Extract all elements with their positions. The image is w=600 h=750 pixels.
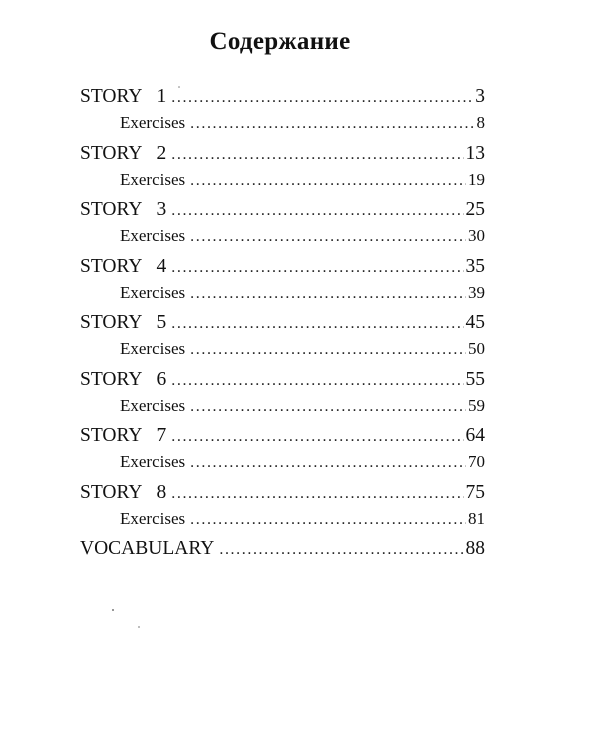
exercises-label: Exercises xyxy=(120,113,186,132)
page-number: 88 xyxy=(465,538,485,559)
story-number: 4 xyxy=(156,255,167,277)
toc-exercises-5[interactable] xyxy=(80,336,485,367)
page-number: 64 xyxy=(465,425,485,446)
story-number: 1 xyxy=(156,86,167,107)
dot-leader xyxy=(171,85,473,110)
page-number: 70 xyxy=(468,452,485,471)
dot-leader xyxy=(190,224,466,250)
toc-story-5[interactable] xyxy=(80,310,485,336)
toc-exercises-1[interactable] xyxy=(80,110,485,141)
story-number: 5 xyxy=(156,312,167,333)
table-of-contents xyxy=(80,84,485,562)
toc-exercises-7[interactable] xyxy=(80,449,485,480)
dot-leader xyxy=(171,311,463,336)
story-label: STORY xyxy=(80,368,143,390)
dot-leader xyxy=(171,142,463,167)
story-number: 2 xyxy=(156,142,167,164)
story-number: 6 xyxy=(156,368,167,390)
story-number: 3 xyxy=(156,199,167,220)
dot-leader xyxy=(171,424,463,449)
page-number: 30 xyxy=(468,226,485,245)
toc-story-3[interactable] xyxy=(80,197,485,223)
dot-leader xyxy=(190,111,474,137)
dot-leader xyxy=(190,450,466,476)
story-label: STORY xyxy=(80,86,143,107)
vocabulary-label: VOCABULARY xyxy=(80,538,215,559)
page-number: 25 xyxy=(465,199,485,220)
page-number: 55 xyxy=(465,368,485,390)
toc-story-7[interactable] xyxy=(80,423,485,449)
toc-story-6[interactable] xyxy=(80,367,485,393)
dot-leader xyxy=(219,537,463,562)
page-number: 75 xyxy=(465,481,485,503)
story-label: STORY xyxy=(80,425,143,446)
page-title: Содержание xyxy=(209,28,351,55)
story-label: STORY xyxy=(80,481,143,503)
page-number: 35 xyxy=(465,255,485,277)
dot-leader xyxy=(190,281,466,307)
print-speck xyxy=(138,626,140,628)
toc-exercises-3[interactable] xyxy=(80,223,485,254)
page-number: 8 xyxy=(476,113,485,132)
print-speck xyxy=(112,609,114,611)
exercises-label: Exercises xyxy=(120,508,186,528)
dot-leader xyxy=(171,481,463,506)
story-number: 8 xyxy=(156,481,167,503)
toc-exercises-6[interactable] xyxy=(80,393,485,424)
toc-story-4[interactable] xyxy=(80,254,485,280)
story-label: STORY xyxy=(80,255,143,277)
dot-leader xyxy=(190,168,466,194)
dot-leader xyxy=(190,394,466,420)
page-number: 59 xyxy=(468,395,485,415)
page-number: 19 xyxy=(468,169,485,189)
exercises-label: Exercises xyxy=(120,282,186,302)
dot-leader xyxy=(171,368,463,393)
toc-story-1[interactable] xyxy=(80,84,485,110)
toc-exercises-2[interactable] xyxy=(80,167,485,198)
story-label: STORY xyxy=(80,199,143,220)
dot-leader xyxy=(190,507,466,533)
toc-story-2[interactable] xyxy=(80,141,485,167)
exercises-label: Exercises xyxy=(120,339,186,358)
story-label: STORY xyxy=(80,312,143,333)
dot-leader xyxy=(190,337,466,363)
story-number: 7 xyxy=(156,425,167,446)
exercises-label: Exercises xyxy=(120,169,186,189)
page-number: 45 xyxy=(465,312,485,333)
toc-exercises-8[interactable] xyxy=(80,506,485,537)
exercises-label: Exercises xyxy=(120,452,186,471)
exercises-label: Exercises xyxy=(120,395,186,415)
page-number: 13 xyxy=(465,142,485,164)
exercises-label: Exercises xyxy=(120,226,186,245)
story-label: STORY xyxy=(80,142,143,164)
dot-leader xyxy=(171,198,463,223)
toc-vocabulary[interactable] xyxy=(80,536,485,562)
toc-story-8[interactable] xyxy=(80,480,485,506)
page-number: 50 xyxy=(468,339,485,358)
page-number: 81 xyxy=(468,508,485,528)
page-number: 3 xyxy=(475,86,485,107)
toc-exercises-4[interactable] xyxy=(80,280,485,311)
print-speck xyxy=(178,86,180,88)
dot-leader xyxy=(171,255,463,280)
page-number: 39 xyxy=(468,282,485,302)
